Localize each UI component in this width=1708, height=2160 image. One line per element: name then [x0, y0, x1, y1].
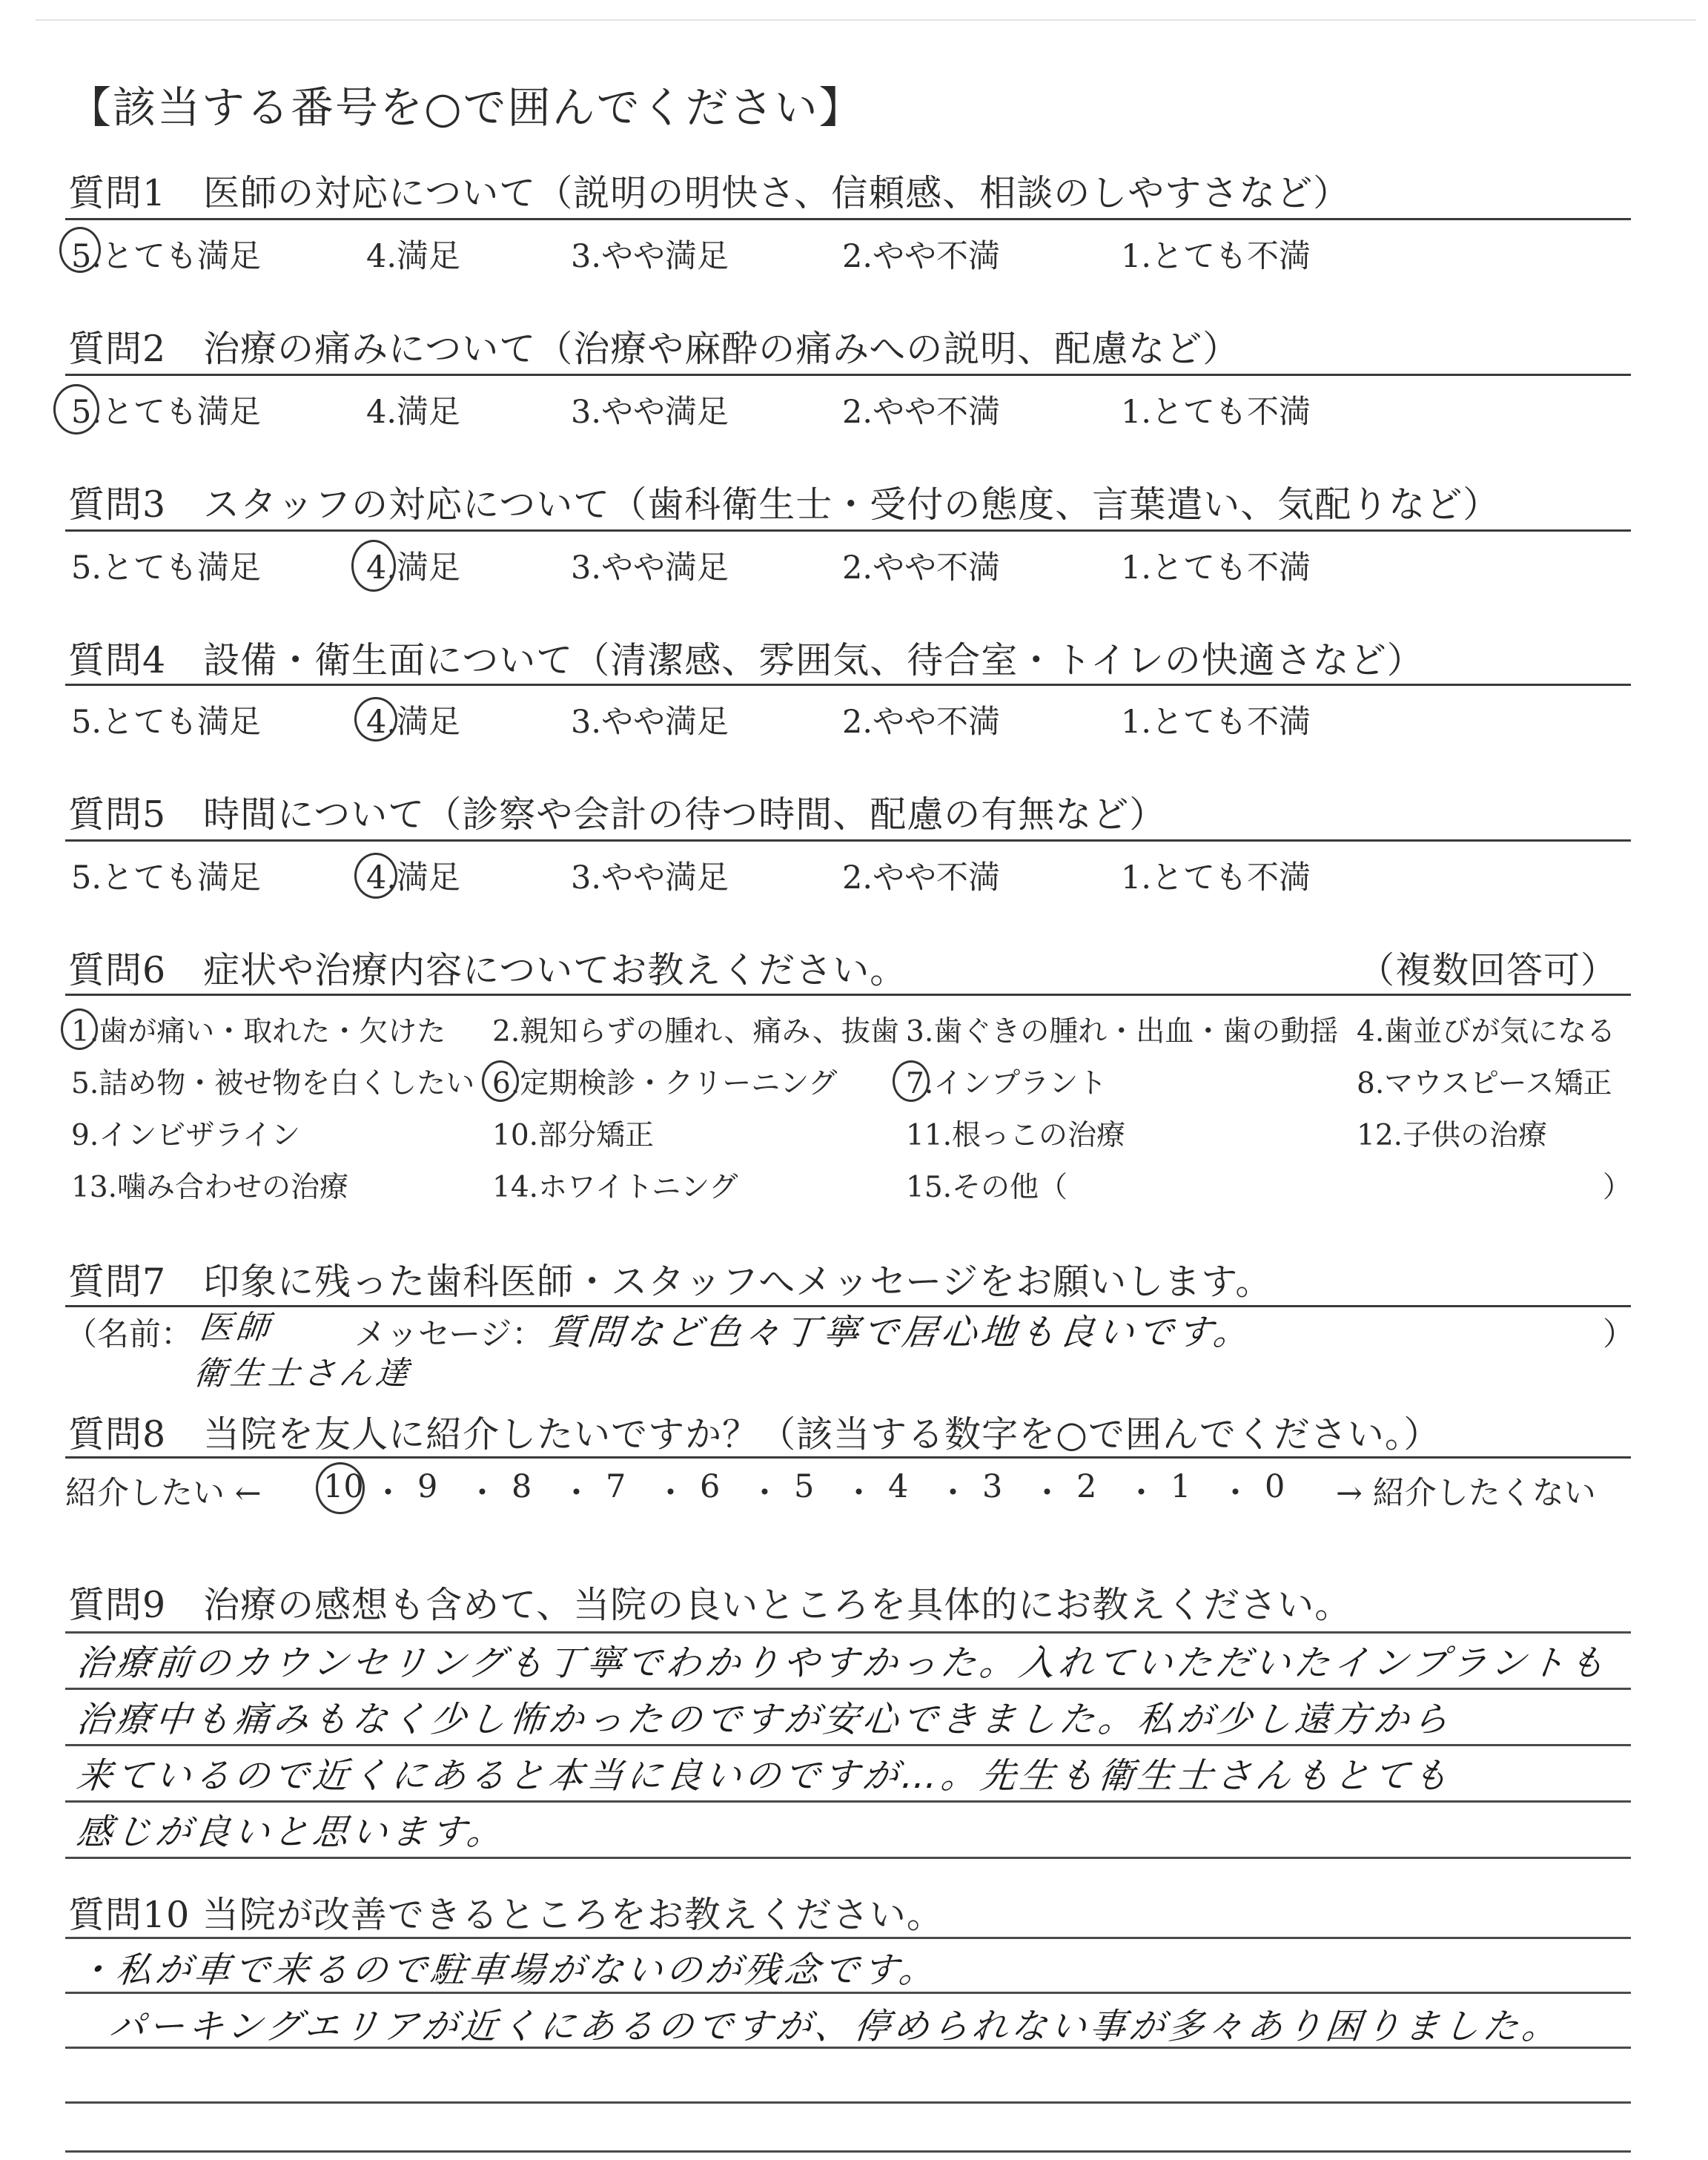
q6-item-8[interactable]: 8.マウスピース矯正	[1357, 1067, 1612, 1100]
q6-item-5[interactable]: 5.詰め物・被せ物を白くしたい	[71, 1067, 475, 1100]
q6-item-13[interactable]: 13.噛み合わせの治療	[71, 1171, 349, 1204]
q6-item-2[interactable]: 2.親知らずの腫れ、痛み、抜歯	[492, 1015, 899, 1048]
question-9-label: 質問9 治療の感想も含めて、当院の良いところを具体的にお教えください。	[68, 1584, 1352, 1626]
q2-option-5[interactable]: 5.とても満足	[71, 394, 262, 431]
instruction-title: 【該当する番号を○で囲んでください】	[68, 82, 864, 133]
q10-answer-line-1: ・私が車で来るので駐車場がないのが残念です。	[74, 1949, 941, 1991]
q3-option-3[interactable]: 3.やや満足	[571, 549, 729, 587]
q8-scale-option-5[interactable]: 5	[794, 1468, 815, 1505]
q4-option-4[interactable]: 4.満足	[366, 704, 461, 741]
question-4-label: 質問4 設備・衛生面について（清潔感、雰囲気、待合室・トイレの快適さなど）	[68, 639, 1424, 681]
q3-selection-circle	[351, 540, 396, 592]
q8-scale-option-2[interactable]: 2	[1076, 1468, 1097, 1505]
q8-scale-option-10[interactable]: 10	[323, 1468, 364, 1505]
q2-selection-circle	[53, 384, 99, 435]
q7-name-label: （名前：	[65, 1316, 193, 1353]
question-4-rule	[65, 684, 1631, 686]
q8-scale-option-3[interactable]: 3	[982, 1468, 1003, 1505]
q8-selection-circle	[316, 1462, 365, 1514]
q1-selection-circle	[59, 227, 101, 273]
q5-option-4[interactable]: 4.満足	[366, 859, 461, 896]
q6-item-1[interactable]: 1.歯が痛い・取れた・欠けた	[71, 1015, 446, 1048]
q8-scale-separator: ・	[1219, 1475, 1251, 1512]
question-5-rule	[65, 839, 1631, 842]
q6-item-14[interactable]: 14.ホワイトニング	[492, 1171, 738, 1204]
q1-option-5[interactable]: 5.とても満足	[71, 238, 262, 275]
q6-item-12[interactable]: 12.子供の治療	[1357, 1119, 1548, 1152]
q6-item-4[interactable]: 4.歯並びが気になる	[1357, 1015, 1616, 1048]
q3-option-4[interactable]: 4.満足	[366, 549, 461, 587]
question-7-label: 質問7 印象に残った歯科医師・スタッフへメッセージをお願いします。	[68, 1261, 1273, 1303]
scan-edge	[36, 19, 1696, 21]
q7-close-paren: ）	[1603, 1316, 1635, 1353]
q9-line-2-rule	[65, 1688, 1631, 1690]
q9-answer-line-4: 感じが良いと思います。	[74, 1811, 509, 1853]
q9-line-1-rule	[65, 1631, 1631, 1634]
q2-option-2[interactable]: 2.やや不満	[842, 394, 1001, 431]
q6-item-11[interactable]: 11.根っこの治療	[906, 1119, 1126, 1152]
q1-option-2[interactable]: 2.やや不満	[842, 238, 1001, 275]
q2-option-3[interactable]: 3.やや満足	[571, 394, 729, 431]
q6-item-15-close: ）	[1603, 1171, 1632, 1204]
q6-item-1-circle	[61, 1008, 98, 1050]
q8-scale-option-4[interactable]: 4	[888, 1468, 909, 1505]
q5-selection-circle	[354, 853, 397, 899]
q8-scale-option-1[interactable]: 1	[1171, 1468, 1191, 1505]
q8-scale-separator: ・	[749, 1475, 781, 1512]
q6-item-6[interactable]: 6.定期検診・クリーニング	[492, 1067, 838, 1100]
q4-option-5[interactable]: 5.とても満足	[71, 704, 262, 741]
q6-item-7-circle	[893, 1060, 930, 1102]
q6-item-3[interactable]: 3.歯ぐきの腫れ・出血・歯の動揺	[906, 1015, 1339, 1048]
q10-answer-line-2: パーキングエリアが近くにあるのですが、停められない事が多々あり困りました。	[107, 2006, 1564, 2047]
q4-option-1[interactable]: 1.とても不満	[1121, 704, 1311, 741]
q2-option-1[interactable]: 1.とても不満	[1121, 394, 1311, 431]
q2-option-4[interactable]: 4.満足	[366, 394, 461, 431]
q8-scale-option-8[interactable]: 8	[512, 1468, 532, 1505]
question-6-rule	[65, 994, 1631, 996]
q3-option-1[interactable]: 1.とても不満	[1121, 549, 1311, 587]
q9-line-3-rule	[65, 1744, 1631, 1746]
question-2-label: 質問2 治療の痛みについて（治療や麻酔の痛みへの説明、配慮など）	[68, 328, 1240, 370]
question-6-note: （複数回答可）	[1358, 949, 1618, 991]
q9-answer-line-2: 治療中も痛みもなく少し怖かったのですが安心できました。私が少し遠方から	[74, 1699, 1454, 1740]
q4-option-2[interactable]: 2.やや不満	[842, 704, 1001, 741]
q7-name-handwriting-1: 医師	[197, 1309, 275, 1347]
q8-scale-separator: ・	[1031, 1475, 1063, 1512]
q8-scale-separator: ・	[560, 1475, 592, 1512]
q8-scale-separator: ・	[1125, 1475, 1157, 1512]
q4-selection-circle	[354, 697, 397, 742]
q8-scale-option-9[interactable]: 9	[417, 1468, 438, 1505]
question-5-label: 質問5 時間について（診察や会計の待つ時間、配慮の有無など）	[68, 793, 1167, 836]
q10-line-5-rule	[65, 2150, 1631, 2153]
question-10-label: 質問10 当院が改善できるところをお教えください。	[68, 1894, 944, 1936]
q1-option-4[interactable]: 4.満足	[366, 238, 461, 275]
question-1-label: 質問1 医師の対応について（説明の明快さ、信頼感、相談のしやすさなど）	[68, 172, 1351, 214]
q10-line-1-rule	[65, 1937, 1631, 1939]
question-8-rule	[65, 1456, 1631, 1459]
q6-item-15[interactable]: 15.その他（	[906, 1171, 1068, 1204]
q3-option-5[interactable]: 5.とても満足	[71, 549, 262, 587]
q9-answer-line-1: 治療前のカウンセリングも丁寧でわかりやすかった。入れていただいたインプラントも	[74, 1642, 1611, 1684]
q6-item-9[interactable]: 9.インビザライン	[71, 1119, 301, 1152]
q8-scale-option-0[interactable]: 0	[1265, 1468, 1285, 1505]
q1-option-1[interactable]: 1.とても不満	[1121, 238, 1311, 275]
q8-scale-separator: ・	[843, 1475, 875, 1512]
q9-line-4-rule	[65, 1800, 1631, 1803]
q7-name-handwriting-2: 衛生士さん達	[191, 1355, 414, 1393]
q8-scale-separator: ・	[655, 1475, 686, 1512]
q8-scale-separator: ・	[372, 1475, 404, 1512]
q8-scale-separator: ・	[937, 1475, 969, 1512]
question-3-rule	[65, 529, 1631, 532]
q8-left-label: 紹介したい ←	[65, 1475, 262, 1512]
q8-scale-option-6[interactable]: 6	[700, 1468, 721, 1505]
q5-option-1[interactable]: 1.とても不満	[1121, 859, 1311, 896]
question-3-label: 質問3 スタッフの対応について（歯科衛生士・受付の態度、言葉遣い、気配りなど）	[68, 483, 1500, 526]
q5-option-5[interactable]: 5.とても満足	[71, 859, 262, 896]
q7-message-label: メッセージ：	[354, 1316, 544, 1353]
q4-option-3[interactable]: 3.やや満足	[571, 704, 729, 741]
q1-option-3[interactable]: 3.やや満足	[571, 238, 729, 275]
question-6-label: 質問6 症状や治療内容についてお教えください。	[68, 949, 907, 991]
q7-message-handwriting: 質問など色々丁寧で居心地も良いです。	[546, 1312, 1255, 1353]
q8-scale-option-7[interactable]: 7	[606, 1468, 626, 1505]
q8-right-label: → 紹介したくない	[1336, 1475, 1596, 1512]
q8-scale-separator: ・	[466, 1475, 498, 1512]
q9-answer-line-3: 来ているので近くにあると本当に良いのですが…。先生も衛生士さんもとても	[74, 1755, 1454, 1797]
question-8-label: 質問8 当院を友人に紹介したいですか？（該当する数字を○で囲んでください。）	[68, 1413, 1441, 1456]
q5-option-2[interactable]: 2.やや不満	[842, 859, 1001, 896]
q3-option-2[interactable]: 2.やや不満	[842, 549, 1001, 587]
q6-item-7[interactable]: 7.インプラント	[906, 1067, 1108, 1100]
question-1-rule	[65, 218, 1631, 220]
q5-option-3[interactable]: 3.やや満足	[571, 859, 729, 896]
q6-item-6-circle	[482, 1060, 519, 1102]
q6-item-10[interactable]: 10.部分矯正	[492, 1119, 655, 1152]
question-2-rule	[65, 374, 1631, 376]
q9-line-5-rule	[65, 1857, 1631, 1859]
q10-line-4-rule	[65, 2101, 1631, 2104]
